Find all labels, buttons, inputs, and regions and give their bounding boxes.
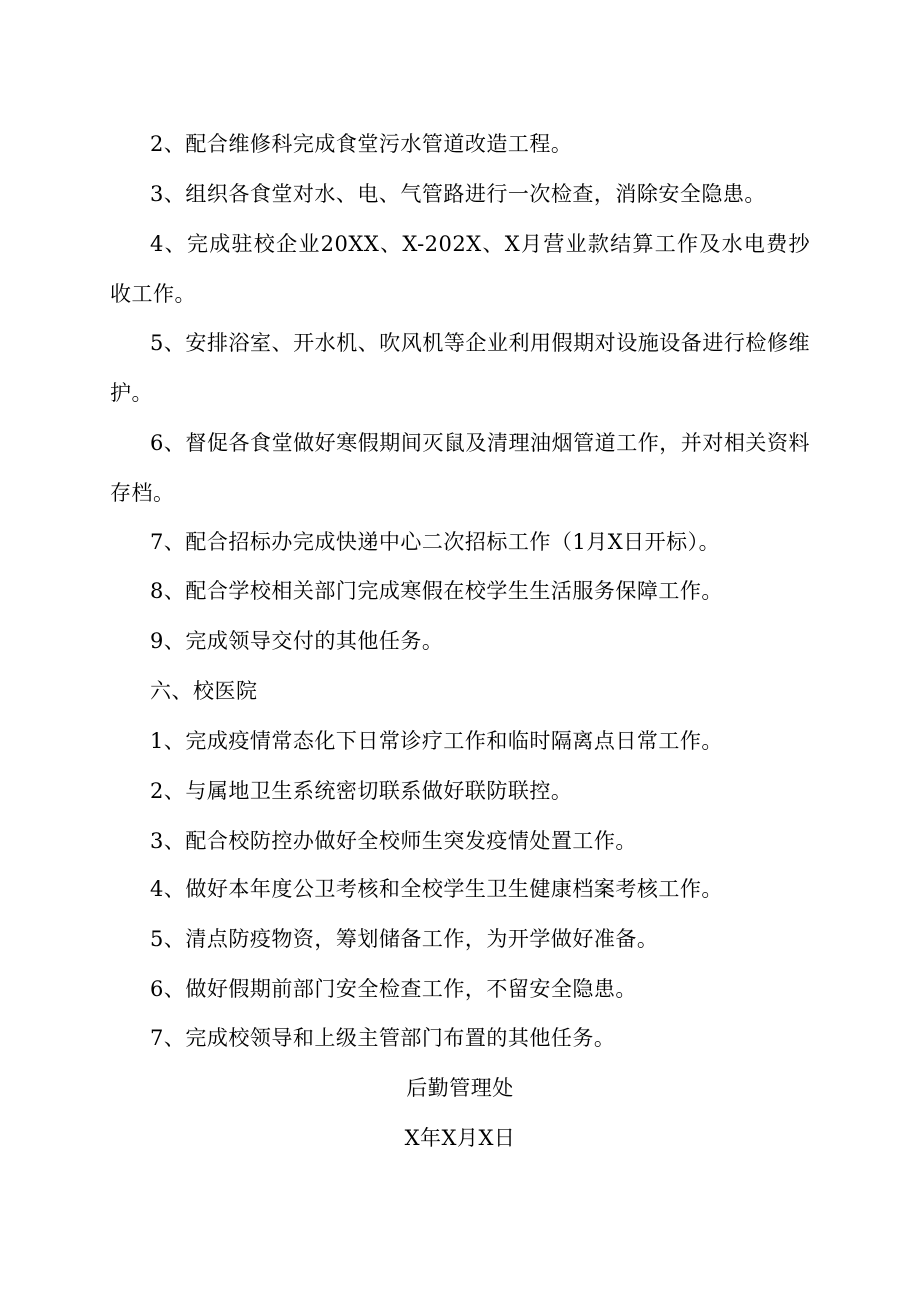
list-item: 6、督促各食堂做好寒假期间灭鼠及清理油烟管道工作，并对相关资料存档。: [110, 431, 810, 505]
list-item: 7、完成校领导和上级主管部门布置的其他任务。: [150, 1026, 616, 1050]
list-item: 4、完成驻校企业20XX、X-202X、X月营业款结算工作及水电费抄收工作。: [110, 232, 810, 306]
list-item: 1、完成疫情常态化下日常诊疗工作和临时隔离点日常工作。: [150, 729, 723, 753]
signature-date: X年X月X日: [404, 1126, 516, 1150]
signature-department: 后勤管理处: [406, 1076, 514, 1100]
list-item: 9、完成领导交付的其他任务。: [150, 629, 444, 653]
list-item: 7、配合招标办完成快递中心二次招标工作（1月X日开标）。: [150, 530, 721, 554]
list-item: 2、配合维修科完成食堂污水管道改造工程。: [150, 132, 573, 156]
list-item: 5、安排浴室、开水机、吹风机等企业利用假期对设施设备进行检修维护。: [110, 331, 810, 405]
list-item: 8、配合学校相关部门完成寒假在校学生生活服务保障工作。: [150, 579, 723, 603]
section-heading: 六、校医院: [150, 679, 258, 703]
list-item: 4、做好本年度公卫考核和全校学生卫生健康档案考核工作。: [150, 877, 723, 901]
list-item: 6、做好假期前部门安全检查工作，不留安全隐患。: [150, 977, 637, 1001]
list-item: 2、与属地卫生系统密切联系做好联防联控。: [150, 779, 573, 803]
list-item: 3、组织各食堂对水、电、气管路进行一次检查，消除安全隐患。: [150, 182, 766, 206]
list-item: 3、配合校防控办做好全校师生突发疫情处置工作。: [150, 829, 637, 853]
list-item: 5、清点防疫物资，筹划储备工作，为开学做好准备。: [150, 927, 659, 951]
